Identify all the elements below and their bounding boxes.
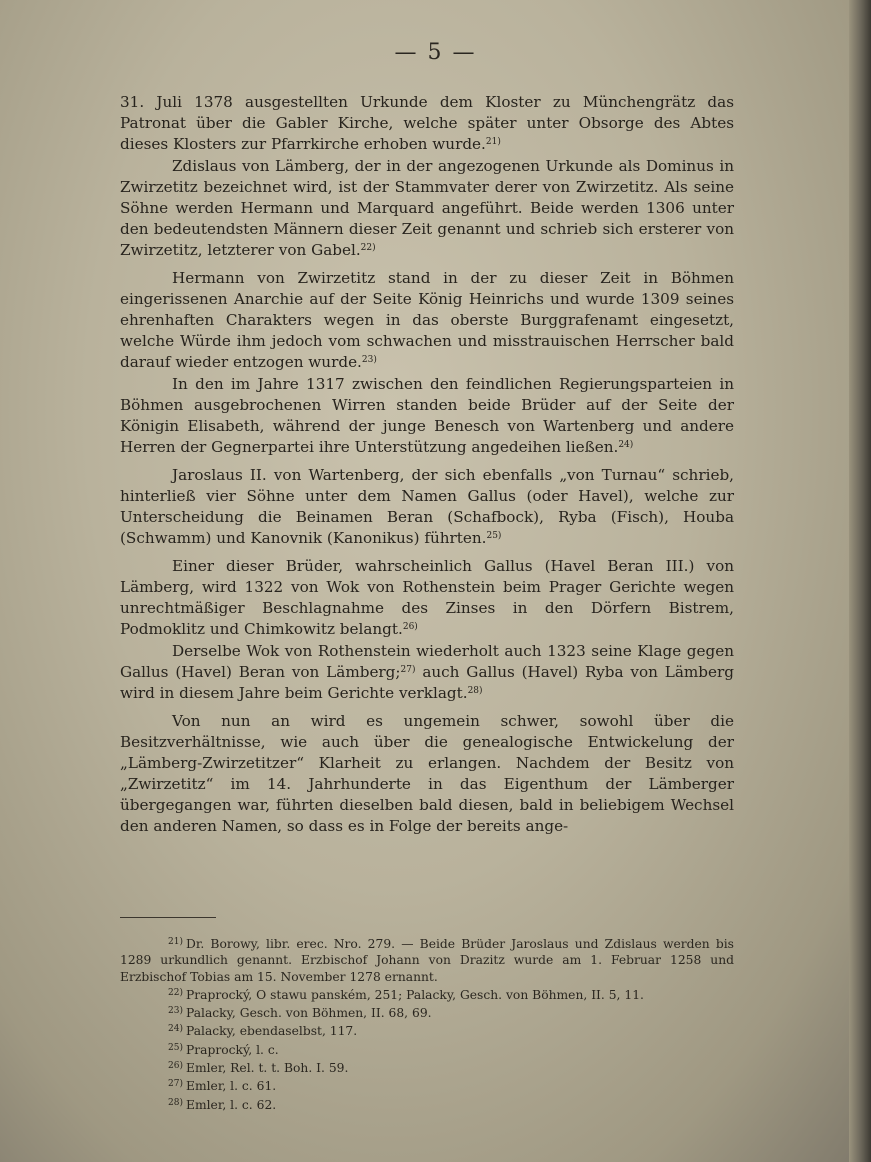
paragraph-3: Hermann von Zwirzetitz stand in der zu dieser Zeit in Böhmen eingerissenen Anarchie auf der Seite König Heinrichs und wurde 1309 seines ehrenhaften Charakters wegen in das oberste Burggrafenamt eingesetzt, welche Würde ihm jedoch vom schwachen und misstrauischen Herrscher bald darauf wieder entzogen wurde.$^{23)}$ [120, 269, 734, 371]
footnote-22: $^{22)}$ Praprocký, O stawu panském, 251; Palacky, Gesch. von Böhmen, II. 5, 11. [168, 987, 644, 1002]
footnote-21: $^{21)}$ Dr. Borowy, libr. erec. Nro. 279. — Beide Brüder Jaroslaus und Zdislaus werden bis 1289 urkundlich genannt. Erzbischof Johann von Drazitz wurde am 1. Februar 1258 und Erzbischof Tobias am 15. November 1278 ernannt. [120, 937, 734, 984]
paragraph-7: Derselbe Wok von Rothenstein wiederholt auch 1323 seine Klage gegen Gallus (Havel) Beran von Lämberg;$^{27)}$ auch Gallus (Havel) Ryba von Lämberg wird in diesem Jahre beim Gerichte verklagt.$^{28)}$ [120, 642, 734, 702]
footnote-ref: 24) [618, 440, 634, 450]
footnote-ref: 26) [402, 622, 418, 632]
paragraph-5: Jaroslaus II. von Wartenberg, der sich ebenfalls „von Turnau“ schrieb, hinterließ vier Söhne unter dem Namen Gallus (oder Havel), welche zur Unterscheidung die Beinamen Beran (Schafbock), Ryba (Fisch), Houba (Schwamm) und Kanovnik (Kanonikus) führten.$^{25)}$ [120, 466, 734, 547]
footnote-ref: 21) [485, 137, 501, 147]
footnote-ref: 22) [360, 243, 376, 253]
footnote-26: $^{26)}$ Emler, Rel. t. t. Boh. I. 59. [168, 1061, 349, 1076]
paragraph-2: Zdislaus von Lämberg, der in der angezogenen Urkunde als Dominus in Zwirzetitz bezeichnet wird, ist der Stammvater derer von Zwirzetitz. Als seine Söhne werden Hermann und Marquard angeführt. Beide werden 1306 unter den bedeutendsten Männern dieser Zeit genannt und schrieb sich ersterer von Zwirzetitz, letzterer von Gabel.$^{22)}$ [120, 157, 734, 259]
footnote-ref: 28) [467, 686, 483, 696]
page-spine-shadow [849, 0, 871, 1162]
footnote-23: $^{23)}$ Palacky, Gesch. von Böhmen, II. 68, 69. [168, 1006, 432, 1021]
paragraph-8: Von nun an wird es ungemein schwer, sowohl über die Besitzverhältnisse, wie auch über die genealogische Entwickelung der „Lämberg-Zwirzetitzer“ Klarheit zu erlangen. Nachdem der Besitz von „Zwirzetitz“ im 14. Jahrhunderte in das Eigenthum der Lämberger übergegangen war, führten dieselben bald diesen, bald in beliebigem Wechsel den anderen Namen, so dass es in Folge der bereits ange- [120, 712, 734, 835]
footnote-ref: 27) [400, 665, 416, 675]
footnote-ref: 25) [486, 531, 502, 541]
footnotes [120, 934, 734, 1113]
paragraph-4: In den im Jahre 1317 zwischen den feindlichen Regierungsparteien in Böhmen ausgebrochenen Wirren standen beide Brüder auf der Seite der Königin Elisabeth, während der junge Benesch von Wartenberg und andere Herren der Gegnerpartei ihre Unterstützung angedeihen ließen.$^{24)}$ [120, 375, 734, 456]
footnote-28: $^{28)}$ Emler, l. c. 62. [168, 1097, 277, 1112]
footnote-24: $^{24)}$ Palacky, ebendaselbst, 117. [168, 1024, 358, 1039]
footnote-divider [120, 917, 216, 918]
footnote-ref: 23) [361, 355, 377, 365]
main-text [120, 92, 734, 838]
paragraph-6: Einer dieser Brüder, wahrscheinlich Gallus (Havel Beran III.) von Lämberg, wird 1322 von Wok von Rothenstein beim Prager Gerichte wegen unrechtmäßiger Beschlagnahme des Zinses in den Dörfern Bistrem, Podmoklitz und Chimkowitz belangt.$^{26)}$ [120, 557, 734, 638]
footnote-25: $^{25)}$ Praprocký, l. c. [168, 1042, 279, 1057]
footnote-27: $^{27)}$ Emler, l. c. 61. [168, 1079, 277, 1094]
page-number: — 5 — [394, 40, 477, 65]
paragraph-1: 31. Juli 1378 ausgestellten Urkunde dem Kloster zu Münchengrätz das Patronat über die Gabler Kirche, welche später unter Obsorge des Abtes dieses Klosters zur Pfarrkirche erhoben wurde.$^{21)}$ [120, 93, 734, 153]
